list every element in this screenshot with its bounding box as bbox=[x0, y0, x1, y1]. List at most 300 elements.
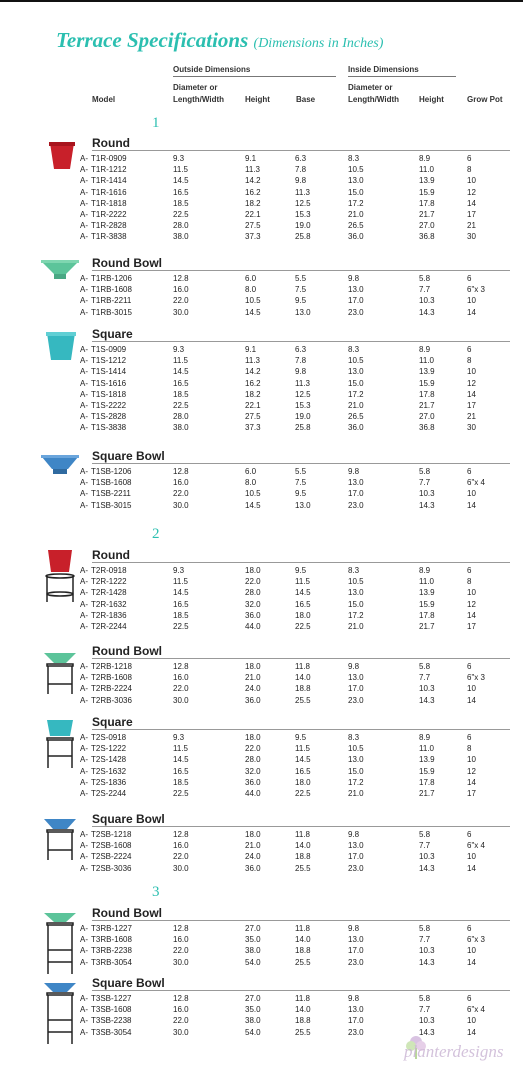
model-number: T1R-1414 bbox=[91, 176, 127, 186]
outside-diameter: 11.5 bbox=[173, 744, 188, 754]
outside-height: 11.3 bbox=[245, 165, 260, 175]
grow-pot: 10 bbox=[467, 296, 476, 306]
outside-base: 18.8 bbox=[295, 1016, 311, 1026]
inside-diameter: 36.0 bbox=[348, 423, 364, 433]
inside-diameter: 17.0 bbox=[348, 684, 364, 694]
row-prefix: A- bbox=[80, 1005, 88, 1015]
row-prefix: A- bbox=[80, 285, 88, 295]
inside-height: 14.3 bbox=[419, 500, 435, 510]
outside-height: 24.0 bbox=[245, 852, 261, 862]
grow-pot: 10 bbox=[467, 946, 476, 956]
inside-diameter: 13.0 bbox=[348, 673, 364, 683]
header-grow-pot: Grow Pot bbox=[467, 95, 503, 104]
outside-base: 15.3 bbox=[295, 210, 311, 219]
grow-pot: 10 bbox=[467, 489, 476, 499]
model-number: T2RB-1608 bbox=[91, 673, 132, 683]
inside-diameter: 9.8 bbox=[348, 662, 360, 671]
table-row bbox=[0, 220, 523, 231]
row-prefix: A- bbox=[80, 789, 88, 798]
row-prefix: A- bbox=[80, 412, 88, 422]
outside-diameter: 22.0 bbox=[173, 1016, 189, 1026]
outside-diameter: 30.0 bbox=[173, 307, 189, 317]
inside-height: 8.9 bbox=[419, 154, 431, 163]
outside-diameter: 9.3 bbox=[173, 566, 185, 575]
table-row bbox=[0, 732, 523, 743]
outside-height: 54.0 bbox=[245, 957, 261, 967]
inside-diameter: 23.0 bbox=[348, 863, 364, 873]
outside-height: 21.0 bbox=[245, 673, 261, 683]
inside-height: 14.3 bbox=[419, 695, 435, 705]
outside-height: 28.0 bbox=[245, 588, 261, 598]
outside-base: 18.0 bbox=[295, 777, 311, 787]
outside-base: 18.8 bbox=[295, 684, 311, 694]
table-row bbox=[0, 153, 523, 164]
outside-diameter: 18.5 bbox=[173, 777, 189, 787]
table-row bbox=[0, 766, 523, 777]
row-prefix: A- bbox=[80, 766, 88, 776]
table-row bbox=[0, 576, 523, 587]
model-number: T3SB-2238 bbox=[91, 1016, 132, 1026]
grow-pot: 8 bbox=[467, 744, 472, 754]
inside-diameter: 36.0 bbox=[348, 232, 364, 242]
inside-diameter: 13.0 bbox=[348, 935, 364, 945]
grow-pot: 6 bbox=[467, 345, 472, 354]
model-number: T1RB-2211 bbox=[91, 296, 132, 306]
outside-base: 12.5 bbox=[295, 389, 311, 399]
red-round-planter-icon bbox=[46, 139, 78, 171]
grow-pot: 10 bbox=[467, 684, 476, 694]
outside-diameter: 16.0 bbox=[173, 841, 189, 851]
table-row bbox=[0, 788, 523, 799]
outside-base: 13.0 bbox=[295, 500, 311, 510]
row-prefix: A- bbox=[80, 755, 88, 765]
row-prefix: A- bbox=[80, 957, 88, 967]
inside-diameter: 10.5 bbox=[348, 165, 364, 175]
outside-base: 11.3 bbox=[295, 187, 310, 197]
table-row bbox=[0, 355, 523, 366]
row-prefix: A- bbox=[80, 695, 88, 705]
inside-diameter: 9.8 bbox=[348, 274, 360, 283]
table-row bbox=[0, 754, 523, 765]
header-length-width-1: Length/Width bbox=[173, 95, 225, 104]
inside-height: 8.9 bbox=[419, 345, 431, 354]
inside-height: 5.8 bbox=[419, 467, 431, 476]
outside-diameter: 12.8 bbox=[173, 830, 189, 839]
outside-diameter: 22.0 bbox=[173, 684, 189, 694]
grow-pot: 14 bbox=[467, 695, 476, 705]
grow-pot: 14 bbox=[467, 1027, 476, 1037]
outside-height: 21.0 bbox=[245, 841, 261, 851]
outside-base: 25.8 bbox=[295, 232, 311, 242]
row-prefix: A- bbox=[80, 599, 88, 609]
outside-base: 11.3 bbox=[295, 378, 310, 388]
model-number: T2RB-3036 bbox=[91, 695, 132, 705]
outside-base: 7.5 bbox=[295, 478, 307, 488]
inside-height: 15.9 bbox=[419, 378, 435, 388]
inside-height: 14.3 bbox=[419, 957, 435, 967]
outside-base: 11.8 bbox=[295, 830, 310, 839]
outside-base: 25.5 bbox=[295, 1027, 311, 1037]
grow-pot: 30 bbox=[467, 423, 476, 433]
model-number: T1S-1414 bbox=[91, 367, 127, 377]
table-row bbox=[0, 366, 523, 377]
outside-diameter: 16.5 bbox=[173, 378, 189, 388]
grow-pot: 6"x 3 bbox=[467, 673, 485, 683]
tier-number: 1 bbox=[152, 115, 160, 131]
title-subtitle: (Dimensions in Inches) bbox=[253, 36, 384, 51]
grow-pot: 14 bbox=[467, 500, 476, 510]
table-row bbox=[0, 307, 523, 318]
blue-bowl-tall-stand-icon bbox=[42, 980, 78, 1046]
outside-base: 19.0 bbox=[295, 412, 311, 422]
outside-height: 28.0 bbox=[245, 755, 261, 765]
outside-diameter: 22.5 bbox=[173, 622, 189, 631]
outside-height: 8.0 bbox=[245, 285, 257, 295]
outside-base: 25.5 bbox=[295, 863, 311, 873]
table-row bbox=[0, 284, 523, 295]
inside-diameter: 17.2 bbox=[348, 389, 364, 399]
row-prefix: A- bbox=[80, 500, 88, 510]
section-rule bbox=[92, 826, 510, 827]
row-prefix: A- bbox=[80, 154, 88, 163]
inside-diameter: 8.3 bbox=[348, 345, 360, 354]
inside-height: 7.7 bbox=[419, 1005, 431, 1015]
table-row bbox=[0, 993, 523, 1004]
table-row bbox=[0, 621, 523, 632]
outside-diameter: 16.5 bbox=[173, 187, 189, 197]
inside-height: 8.9 bbox=[419, 566, 431, 575]
section-rule bbox=[92, 658, 510, 659]
inside-diameter: 13.0 bbox=[348, 841, 364, 851]
table-row bbox=[0, 209, 523, 220]
section-rule bbox=[92, 270, 510, 271]
row-prefix: A- bbox=[80, 187, 88, 197]
model-number: T1S-1212 bbox=[91, 356, 127, 366]
row-prefix: A- bbox=[80, 389, 88, 399]
row-prefix: A- bbox=[80, 356, 88, 366]
grow-pot: 8 bbox=[467, 577, 472, 587]
model-number: T1R-1616 bbox=[91, 187, 127, 197]
outside-diameter: 16.0 bbox=[173, 478, 189, 488]
section-title: Round Bowl bbox=[92, 256, 162, 270]
outside-base: 9.8 bbox=[295, 367, 307, 377]
row-prefix: A- bbox=[80, 467, 88, 476]
inside-diameter: 26.5 bbox=[348, 221, 364, 231]
outside-height: 14.2 bbox=[245, 367, 261, 377]
row-prefix: A- bbox=[80, 935, 88, 945]
header-inside-height: Height bbox=[419, 95, 444, 104]
inside-diameter: 13.0 bbox=[348, 176, 364, 186]
grow-pot: 6 bbox=[467, 154, 472, 163]
outside-height: 8.0 bbox=[245, 478, 257, 488]
outside-height: 44.0 bbox=[245, 622, 261, 631]
grow-pot: 14 bbox=[467, 610, 476, 620]
model-number: T1SB-2211 bbox=[91, 489, 131, 499]
table-row bbox=[0, 477, 523, 488]
row-prefix: A- bbox=[80, 622, 88, 631]
outside-diameter: 9.3 bbox=[173, 345, 185, 354]
grow-pot: 12 bbox=[467, 378, 476, 388]
page-title bbox=[56, 28, 383, 53]
outside-base: 22.5 bbox=[295, 622, 311, 631]
row-prefix: A- bbox=[80, 566, 88, 575]
section-rule bbox=[92, 463, 510, 464]
row-prefix: A- bbox=[80, 662, 88, 671]
inside-diameter: 13.0 bbox=[348, 755, 364, 765]
row-prefix: A- bbox=[80, 777, 88, 787]
grow-pot: 14 bbox=[467, 198, 476, 208]
outside-diameter: 14.5 bbox=[173, 755, 189, 765]
outside-diameter: 28.0 bbox=[173, 412, 189, 422]
inside-diameter: 8.3 bbox=[348, 154, 360, 163]
row-prefix: A- bbox=[80, 841, 88, 851]
row-prefix: A- bbox=[80, 863, 88, 873]
outside-height: 6.0 bbox=[245, 274, 257, 283]
model-number: T1R-1212 bbox=[91, 165, 127, 175]
table-row bbox=[0, 957, 523, 968]
table-row bbox=[0, 422, 523, 433]
outside-base: 14.0 bbox=[295, 935, 311, 945]
inside-diameter: 23.0 bbox=[348, 500, 364, 510]
section-rule bbox=[92, 562, 510, 563]
inside-diameter: 10.5 bbox=[348, 744, 364, 754]
outside-diameter: 22.5 bbox=[173, 401, 189, 410]
header-base: Base bbox=[296, 95, 316, 104]
inside-height: 11.0 bbox=[419, 165, 434, 175]
section-rule bbox=[92, 920, 510, 921]
inside-diameter: 21.0 bbox=[348, 622, 364, 631]
model-number: T3SB-1608 bbox=[91, 1005, 132, 1015]
outside-height: 27.5 bbox=[245, 221, 261, 231]
grow-pot: 14 bbox=[467, 957, 476, 967]
outside-base: 9.5 bbox=[295, 296, 307, 306]
model-number: T2R-0918 bbox=[91, 566, 127, 575]
outside-base: 25.5 bbox=[295, 957, 311, 967]
table-row bbox=[0, 389, 523, 400]
inside-height: 5.8 bbox=[419, 274, 431, 283]
model-number: T1SB-1608 bbox=[91, 478, 132, 488]
outside-base: 11.8 bbox=[295, 994, 310, 1003]
outside-base: 9.5 bbox=[295, 489, 307, 499]
outside-diameter: 18.5 bbox=[173, 198, 189, 208]
outside-base: 5.5 bbox=[295, 274, 307, 283]
model-number: T2S-2244 bbox=[91, 789, 127, 798]
outside-height: 6.0 bbox=[245, 467, 257, 476]
outside-diameter: 22.5 bbox=[173, 789, 189, 798]
model-number: T1SB-3015 bbox=[91, 500, 132, 510]
model-number: T1RB-3015 bbox=[91, 307, 132, 317]
table-row bbox=[0, 344, 523, 355]
model-number: T2SB-2224 bbox=[91, 852, 132, 862]
inside-height: 7.7 bbox=[419, 673, 431, 683]
inside-height: 17.8 bbox=[419, 389, 435, 399]
grow-pot: 6 bbox=[467, 830, 472, 839]
table-row bbox=[0, 1015, 523, 1026]
outside-base: 7.8 bbox=[295, 356, 307, 366]
table-row bbox=[0, 934, 523, 945]
outside-diameter: 14.5 bbox=[173, 588, 189, 598]
grow-pot: 10 bbox=[467, 852, 476, 862]
section-title: Round Bowl bbox=[92, 906, 162, 920]
inside-height: 14.3 bbox=[419, 863, 435, 873]
row-prefix: A- bbox=[80, 1016, 88, 1026]
model-number: T3SB-3054 bbox=[91, 1027, 132, 1037]
table-row bbox=[0, 295, 523, 306]
row-prefix: A- bbox=[80, 946, 88, 956]
outside-diameter: 30.0 bbox=[173, 957, 189, 967]
row-prefix: A- bbox=[80, 232, 88, 242]
model-number: T3RB-2238 bbox=[91, 946, 132, 956]
outside-base: 12.5 bbox=[295, 198, 311, 208]
inside-height: 10.3 bbox=[419, 684, 435, 694]
inside-height: 17.8 bbox=[419, 777, 435, 787]
outside-diameter: 12.8 bbox=[173, 467, 189, 476]
inside-height: 13.9 bbox=[419, 588, 435, 598]
header-inside-dimensions: Inside Dimensions bbox=[348, 65, 419, 74]
outside-diameter: 11.5 bbox=[173, 165, 188, 175]
outside-height: 9.1 bbox=[245, 345, 257, 354]
outside-height: 35.0 bbox=[245, 1005, 261, 1015]
outside-base: 14.5 bbox=[295, 755, 311, 765]
table-row bbox=[0, 175, 523, 186]
row-prefix: A- bbox=[80, 210, 88, 219]
inside-height: 27.0 bbox=[419, 221, 435, 231]
model-number: T1R-0909 bbox=[91, 154, 127, 163]
model-number: T3RB-3054 bbox=[91, 957, 132, 967]
title-main: Terrace Specifications bbox=[56, 28, 249, 52]
table-row bbox=[0, 840, 523, 851]
grow-pot: 6"x 3 bbox=[467, 935, 485, 945]
grow-pot: 6 bbox=[467, 662, 472, 671]
green-bowl-on-stand-icon bbox=[42, 650, 78, 696]
grow-pot: 6"x 4 bbox=[467, 841, 485, 851]
grow-pot: 21 bbox=[467, 221, 476, 231]
model-number: T1S-2222 bbox=[91, 401, 127, 410]
grow-pot: 6 bbox=[467, 733, 472, 742]
row-prefix: A- bbox=[80, 367, 88, 377]
grow-pot: 6 bbox=[467, 994, 472, 1003]
outside-base: 7.8 bbox=[295, 165, 307, 175]
outside-diameter: 11.5 bbox=[173, 356, 188, 366]
section-rule bbox=[92, 990, 510, 991]
grow-pot: 6 bbox=[467, 924, 472, 933]
grow-pot: 6 bbox=[467, 274, 472, 283]
model-number: T1R-2222 bbox=[91, 210, 127, 219]
inside-diameter: 23.0 bbox=[348, 695, 364, 705]
outside-height: 37.3 bbox=[245, 423, 261, 433]
outside-diameter: 16.5 bbox=[173, 599, 189, 609]
inside-diameter: 8.3 bbox=[348, 733, 360, 742]
model-number: T2S-1222 bbox=[91, 744, 127, 754]
inside-diameter: 8.3 bbox=[348, 566, 360, 575]
section-title: Round bbox=[92, 136, 130, 150]
outside-diameter: 12.8 bbox=[173, 662, 189, 671]
inside-height: 7.7 bbox=[419, 478, 431, 488]
inside-height: 21.7 bbox=[419, 401, 435, 410]
inside-height: 5.8 bbox=[419, 994, 431, 1003]
inside-height: 21.7 bbox=[419, 622, 435, 631]
outside-height: 35.0 bbox=[245, 935, 261, 945]
inside-height: 8.9 bbox=[419, 733, 431, 742]
grow-pot: 14 bbox=[467, 863, 476, 873]
model-number: T2RB-1218 bbox=[91, 662, 132, 671]
tier-number: 2 bbox=[152, 526, 160, 542]
outside-height: 18.2 bbox=[245, 389, 261, 399]
grow-pot: 6 bbox=[467, 467, 472, 476]
outside-height: 11.3 bbox=[245, 356, 260, 366]
inside-height: 5.8 bbox=[419, 662, 431, 671]
model-number: T2SB-1218 bbox=[91, 830, 132, 839]
inside-height: 10.3 bbox=[419, 1016, 435, 1026]
model-number: T2RB-2224 bbox=[91, 684, 132, 694]
outside-base: 14.5 bbox=[295, 588, 311, 598]
outside-height: 32.0 bbox=[245, 766, 261, 776]
outside-base: 11.5 bbox=[295, 744, 310, 754]
outside-diameter: 12.8 bbox=[173, 274, 189, 283]
inside-height: 7.7 bbox=[419, 285, 431, 295]
outside-base: 14.0 bbox=[295, 673, 311, 683]
model-number: T1RB-1206 bbox=[91, 274, 132, 283]
outside-base: 25.5 bbox=[295, 695, 311, 705]
top-rule bbox=[0, 0, 523, 2]
model-number: T2R-1428 bbox=[91, 588, 127, 598]
outside-height: 36.0 bbox=[245, 695, 261, 705]
inside-height: 13.9 bbox=[419, 176, 435, 186]
grow-pot: 6"x 3 bbox=[467, 285, 485, 295]
row-prefix: A- bbox=[80, 401, 88, 410]
outside-diameter: 38.0 bbox=[173, 232, 189, 242]
table-row bbox=[0, 488, 523, 499]
inside-height: 7.7 bbox=[419, 935, 431, 945]
header-outside-dimensions: Outside Dimensions bbox=[173, 65, 251, 74]
table-row bbox=[0, 400, 523, 411]
teal-square-planter-icon bbox=[44, 330, 78, 362]
grow-pot: 14 bbox=[467, 389, 476, 399]
grow-pot: 17 bbox=[467, 210, 476, 219]
row-prefix: A- bbox=[80, 176, 88, 186]
inside-height: 5.8 bbox=[419, 830, 431, 839]
outside-base: 9.5 bbox=[295, 733, 307, 742]
model-number: T3RB-1227 bbox=[91, 924, 132, 933]
row-prefix: A- bbox=[80, 684, 88, 694]
row-prefix: A- bbox=[80, 296, 88, 306]
outside-height: 27.0 bbox=[245, 924, 261, 933]
blue-square-bowl-icon bbox=[40, 453, 80, 475]
row-prefix: A- bbox=[80, 489, 88, 499]
grow-pot: 10 bbox=[467, 367, 476, 377]
table-row bbox=[0, 587, 523, 598]
row-prefix: A- bbox=[80, 852, 88, 862]
model-number: T1S-2828 bbox=[91, 412, 127, 422]
outside-diameter: 16.0 bbox=[173, 935, 189, 945]
outside-diameter: 16.0 bbox=[173, 673, 189, 683]
table-row bbox=[0, 863, 523, 874]
inside-height: 27.0 bbox=[419, 412, 435, 422]
grow-pot: 30 bbox=[467, 232, 476, 242]
outside-height: 14.2 bbox=[245, 176, 261, 186]
grow-pot: 12 bbox=[467, 599, 476, 609]
table-row bbox=[0, 945, 523, 956]
outside-height: 22.0 bbox=[245, 577, 261, 587]
outside-base: 11.5 bbox=[295, 577, 310, 587]
outside-height: 36.0 bbox=[245, 610, 261, 620]
table-row bbox=[0, 599, 523, 610]
inside-diameter: 21.0 bbox=[348, 789, 364, 798]
row-prefix: A- bbox=[80, 165, 88, 175]
grow-pot: 6 bbox=[467, 566, 472, 575]
outside-diameter: 16.0 bbox=[173, 1005, 189, 1015]
row-prefix: A- bbox=[80, 307, 88, 317]
